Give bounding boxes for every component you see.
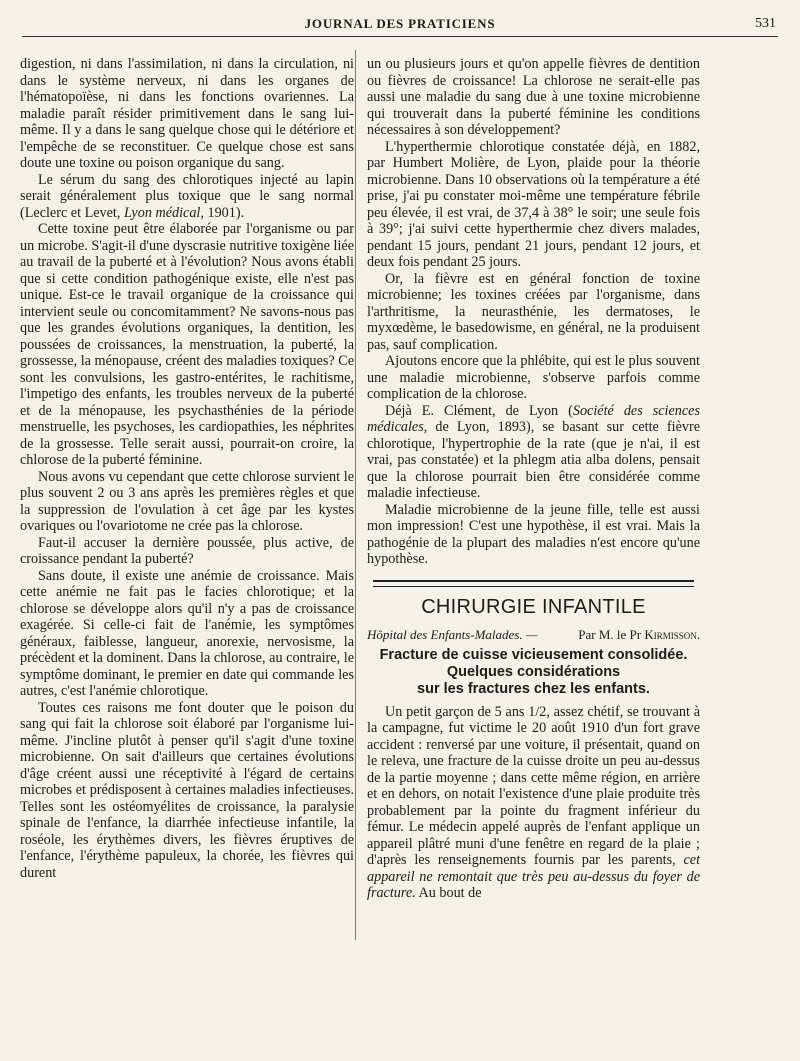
article-source (367, 627, 700, 644)
paragraph: Nous avons vu cependant que cette chlorose survient le plus souvent 2 ou 3 ans après les premières règles et que la suppression de l'ovulation à cet âge par les kystes ovariques ou l'ovariotome ne crée pas la chlorose. (20, 468, 354, 534)
paragraph: L'hyperthermie chlorotique constatée déjà, en 1882, par Humbert Molière, de Lyon, plaide pour la théorie microbienne. Dans 10 observations où la température a été prise, j'ai pu constater moi-même une température fébrile peu élevée, il est vrai, de 37,4 à 38° le soir; une seule fois à 39°; j'ai suivi cette hyperthermie chez divers malades, pendant 15 jours, pendant 21 jours, pendant 12 jours, et deux fois pendant 25 jours. (367, 138, 700, 270)
author: Par M. le Pr Kirmisson. (578, 627, 700, 642)
paragraph: Maladie microbienne de la jeune fille, telle est aussi mon impression! C'est une hypothèse, il est vrai. Mais la pathogénie de la plupart des maladies n'est encore qu'une hypothèse. (367, 501, 700, 567)
paragraph: Déjà E. Clément, de Lyon (Société des sciences médicales, de Lyon, 1893), se basant sur cette fièvre chlorotique, l'hypertrophie de la rate (que je n'ai, il est vrai, pas constatée) et la phlegm atia alba dolens, pensait que la chlorose pourrait bien être considérée comme maladie infectieuse. (367, 402, 700, 501)
citation: Société des sciences médicales (367, 402, 700, 435)
right-column (367, 56, 700, 902)
article-title: Fracture de cuisse vicieusement consolidée. Quelques considérations sur les fractures chez les enfants. (379, 646, 688, 697)
paragraph: Faut-il accuser la dernière poussée, plus active, de croissance pendant la puberté? (20, 534, 354, 567)
section-divider (373, 580, 694, 587)
paragraph: Un petit garçon de 5 ans 1/2, assez chétif, se trouvant à la campagne, fut victime le 20 août 1910 d'un fort grave accident : renversé par une voiture, il présentait, quand on le releva, une fracture de la cuisse droite un peu au-dessus de la partie moyenne ; dans cette même région, en arrière et en dehors, on notait l'existence d'une plaie produite très probablement par la pointe du fragment inférieur du fémur. Le médecin appelé auprès de l'enfant applique un appareil plâtré muni d'une fenêtre en regard de la plaie ; d'après les renseignements fournis par les parents, cet appareil ne remontait que très peu au-dessus du foyer de fracture. Au bout de (367, 703, 701, 901)
paragraph: Toutes ces raisons me font douter que le poison du sang qui fait la chlorose soit élaboré par l'organisme lui-même. J'incline plutôt à penser qu'il s'agit d'une toxine microbienne. On sait d'ailleurs que certaines évolutions d'âge créent aussi une réceptivité à l'égard de certains microbes et prédisposent à certaines maladies infectieuses. Telles sont les ostéomyélites de croissance, la paralysie spinale de l'enfance, la diarrhée infectieuse infantile, la roséole, les érythèmes divers, les fièvres éruptives de l'enfance, l'érythème papuleux, la chorée, les fièvres qui durent (20, 699, 354, 881)
citation: Lyon médical (123, 204, 201, 221)
section-title: CHIRURGIE INFANTILE (421, 595, 646, 618)
page-number: 531 (755, 16, 776, 31)
paragraph: Cette toxine peut être élaborée par l'organisme ou par un microbe. S'agit-il d'une dyscrasie nutritive toxigène liée au travail de la puberté et à l'évolution? Nous avons établi que si cette condition pathogénique existe, elle n'est pas unique. Est-ce le travail organique de la croissance qui intervient seule ou concomitamment? Ne savons-nous pas que les grandes évolutions organiques, la dentition, les poussées de croissances, la menstruation, la puberté, la grossesse, la ménopause, créent des maladies toxiques? Ce sont les convulsions, les gastro-entérites, le rachitisme, l'impetigo des enfants, les troubles nerveux de la puberté et de la ménopause, les psychasthénies de la période menstruelle, les psychoses, les cardiopathies, les néphrites de la grossesse. Telle serait aussi, pourrait-on croire, la chlorose de la puberté féminine. (20, 221, 354, 468)
paragraph: Ajoutons encore que la phlébite, qui est le plus souvent une maladie microbienne, s'observe parfois comme complication de la chlorose. (367, 353, 700, 402)
journal-title: JOURNAL DES PRATICIENS (304, 16, 496, 31)
left-column (20, 56, 354, 881)
emphasis: cet appareil ne remontait que très peu au-dessus du foyer de fracture. (367, 852, 701, 901)
paragraph: Le sérum du sang des chlorotiques injecté au lapin serait généralement plus toxique que le sang normal (Leclerc et Levet, Lyon médical, 1901). (20, 171, 354, 221)
paragraph: Or, la fièvre est en général fonction de toxine microbienne; les toxines créées par l'organisme, dans l'arthritisme, la neurasthénie, les dermatoses, le myxœdème, le basedowisme, en général, ne la produisent pas, sauf complication. (367, 270, 700, 353)
paragraph: digestion, ni dans l'assimilation, ni dans la circulation, ni dans le système nerveux, ni dans les organes de l'hématopoïèse, ni dans les fonctions ovariennes. La maladie paraît résider primitivement dans le sang lui-même. Il y a dans le sang quelque chose qui le détériore et l'empêche de se reconstituer. Ce quelque chose est sans doute une toxine ou poison organique du sang. (20, 56, 354, 171)
hospital-name: Hôpital des Enfants-Malades. — (367, 627, 538, 642)
paragraph: Sans doute, il existe une anémie de croissance. Mais cette anémie ne fait pas le facies chlorotique; et la chlorose se développe alors qu'il n'y a pas de croissance exagérée. Si celle-ci fait de l'anémie, les symptômes généraux, faiblesse, langueur, anorexie, nervosisme, la précèdent et la dominent. Dans la chlorose, au contraire, le symptôme dominant, le premier en date qui commande les autres, c'est l'anémie chlorotique. (20, 567, 354, 699)
running-header (22, 14, 778, 37)
column-divider (355, 50, 356, 940)
paragraph: un ou plusieurs jours et qu'on appelle fièvres de dentition ou fièvres de croissance! La chlorose ne serait-elle pas aussi une maladie du sang due à une toxine microbienne qui trouverait dans la puberté féminine les conditions nécessaires à son développement? (367, 56, 700, 138)
